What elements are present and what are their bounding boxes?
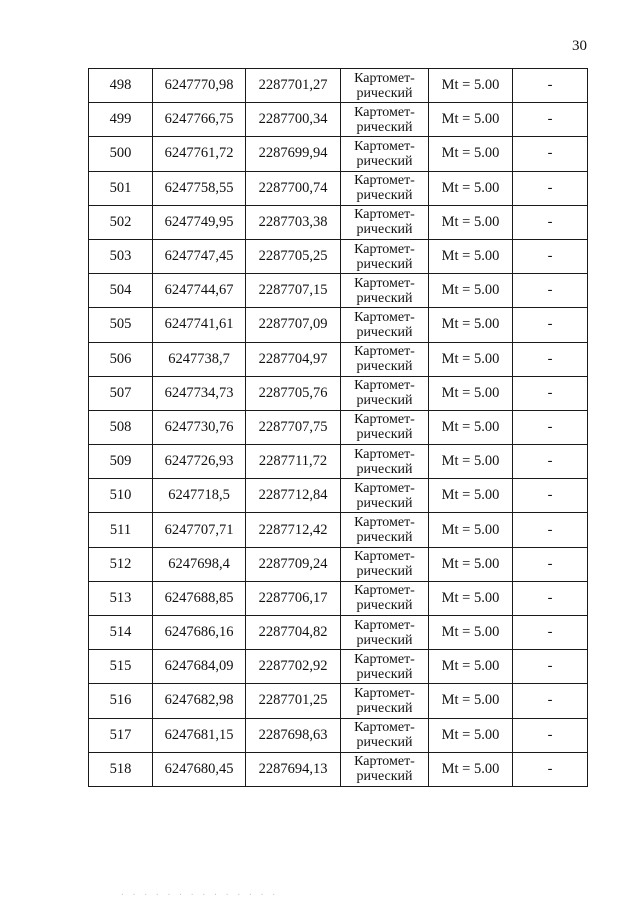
x-coordinate-cell: 6247707,71 [153,513,246,547]
y-coordinate-cell: 2287698,63 [246,718,341,752]
accuracy-cell: Mt = 5.00 [429,581,513,615]
method-line: Картомет- [354,617,415,633]
note-cell: - [513,684,588,718]
y-coordinate-cell: 2287707,09 [246,308,341,342]
accuracy-cell: Mt = 5.00 [429,239,513,273]
point-number-cell: 508 [89,410,153,444]
x-coordinate-cell: 6247761,72 [153,137,246,171]
method-line: Картомет- [354,480,415,496]
method-line: рический [356,359,413,375]
coordinates-table-body [89,69,588,787]
note-cell: - [513,479,588,513]
coordinates-table [88,68,588,787]
y-coordinate-cell: 2287694,13 [246,752,341,786]
note-cell: - [513,581,588,615]
x-coordinate-cell: 6247686,16 [153,616,246,650]
point-number-cell: 514 [89,616,153,650]
point-number-cell: 515 [89,650,153,684]
y-coordinate-cell: 2287712,84 [246,479,341,513]
method-cell [341,205,429,239]
note-cell: - [513,547,588,581]
method-line: рический [356,495,413,511]
x-coordinate-cell: 6247770,98 [153,69,246,103]
table-row [89,103,588,137]
accuracy-cell: Mt = 5.00 [429,410,513,444]
table-row [89,718,588,752]
accuracy-cell: Mt = 5.00 [429,376,513,410]
x-coordinate-cell: 6247684,09 [153,650,246,684]
table-row [89,376,588,410]
method-cell [341,650,429,684]
y-coordinate-cell: 2287711,72 [246,445,341,479]
accuracy-cell: Mt = 5.00 [429,684,513,718]
accuracy-cell: Mt = 5.00 [429,718,513,752]
method-line: рический [356,598,413,614]
x-coordinate-cell: 6247682,98 [153,684,246,718]
table-row [89,684,588,718]
page-number: 30 [572,38,587,54]
y-coordinate-cell: 2287707,15 [246,274,341,308]
point-number-cell: 513 [89,581,153,615]
method-cell [341,376,429,410]
accuracy-cell: Mt = 5.00 [429,547,513,581]
x-coordinate-cell: 6247680,45 [153,752,246,786]
method-cell [341,308,429,342]
accuracy-cell: Mt = 5.00 [429,308,513,342]
point-number-cell: 500 [89,137,153,171]
point-number-cell: 507 [89,376,153,410]
point-number-cell: 509 [89,445,153,479]
x-coordinate-cell: 6247744,67 [153,274,246,308]
point-number-cell: 498 [89,69,153,103]
method-line: рический [356,530,413,546]
note-cell: - [513,513,588,547]
point-number-cell: 510 [89,479,153,513]
point-number-cell: 502 [89,205,153,239]
method-line: рический [356,119,413,135]
accuracy-cell: Mt = 5.00 [429,69,513,103]
method-line: Картомет- [354,70,415,86]
y-coordinate-cell: 2287704,82 [246,616,341,650]
x-coordinate-cell: 6247681,15 [153,718,246,752]
method-cell [341,69,429,103]
table-row [89,752,588,786]
method-cell [341,445,429,479]
y-coordinate-cell: 2287709,24 [246,547,341,581]
note-cell: - [513,137,588,171]
accuracy-cell: Mt = 5.00 [429,650,513,684]
method-cell [341,616,429,650]
method-line: Картомет- [354,241,415,257]
method-line: рический [356,188,413,204]
y-coordinate-cell: 2287712,42 [246,513,341,547]
point-number-cell: 501 [89,171,153,205]
method-cell [341,342,429,376]
x-coordinate-cell: 6247766,75 [153,103,246,137]
method-cell [341,103,429,137]
method-line: рический [356,85,413,101]
note-cell: - [513,616,588,650]
table-row [89,205,588,239]
method-cell [341,479,429,513]
point-number-cell: 504 [89,274,153,308]
x-coordinate-cell: 6247698,4 [153,547,246,581]
y-coordinate-cell: 2287702,92 [246,650,341,684]
method-line: рический [356,666,413,682]
method-line: рический [356,256,413,272]
note-cell: - [513,103,588,137]
x-coordinate-cell: 6247726,93 [153,445,246,479]
method-line: Картомет- [354,207,415,223]
table-row [89,547,588,581]
method-cell [341,274,429,308]
table-row [89,513,588,547]
x-coordinate-cell: 6247747,45 [153,239,246,273]
x-coordinate-cell: 6247738,7 [153,342,246,376]
method-line: рический [356,153,413,169]
method-line: рический [356,290,413,306]
table-row [89,171,588,205]
method-line: рический [356,393,413,409]
y-coordinate-cell: 2287700,34 [246,103,341,137]
method-line: Картомет- [354,344,415,360]
method-line: Картомет- [354,173,415,189]
accuracy-cell: Mt = 5.00 [429,342,513,376]
method-line: рический [356,632,413,648]
method-line: Картомет- [354,412,415,428]
method-line: Картомет- [354,309,415,325]
method-line: Картомет- [354,685,415,701]
method-line: Картомет- [354,138,415,154]
method-cell [341,547,429,581]
note-cell: - [513,69,588,103]
table-row [89,308,588,342]
note-cell: - [513,410,588,444]
method-cell [341,513,429,547]
point-number-cell: 516 [89,684,153,718]
note-cell: - [513,308,588,342]
table-row [89,616,588,650]
method-line: рический [356,222,413,238]
y-coordinate-cell: 2287701,25 [246,684,341,718]
note-cell: - [513,239,588,273]
method-line: рический [356,564,413,580]
method-line: рический [356,427,413,443]
note-cell: - [513,171,588,205]
table-row [89,239,588,273]
point-number-cell: 517 [89,718,153,752]
method-line: рический [356,735,413,751]
method-line: Картомет- [354,754,415,770]
method-cell [341,137,429,171]
method-line: Картомет- [354,720,415,736]
scan-artifact: · · · · · · · · · · · · · · [120,890,278,899]
x-coordinate-cell: 6247688,85 [153,581,246,615]
table-row [89,650,588,684]
method-line: Картомет- [354,515,415,531]
accuracy-cell: Mt = 5.00 [429,513,513,547]
note-cell: - [513,342,588,376]
y-coordinate-cell: 2287706,17 [246,581,341,615]
x-coordinate-cell: 6247758,55 [153,171,246,205]
method-cell [341,684,429,718]
note-cell: - [513,752,588,786]
y-coordinate-cell: 2287705,76 [246,376,341,410]
x-coordinate-cell: 6247741,61 [153,308,246,342]
method-cell [341,752,429,786]
point-number-cell: 512 [89,547,153,581]
y-coordinate-cell: 2287704,97 [246,342,341,376]
method-line: Картомет- [354,378,415,394]
table-row [89,274,588,308]
method-line: Картомет- [354,651,415,667]
point-number-cell: 511 [89,513,153,547]
method-line: рический [356,769,413,785]
y-coordinate-cell: 2287705,25 [246,239,341,273]
method-line: рический [356,700,413,716]
table-row [89,342,588,376]
method-line: рический [356,461,413,477]
method-line: Картомет- [354,104,415,120]
note-cell: - [513,650,588,684]
method-cell [341,171,429,205]
accuracy-cell: Mt = 5.00 [429,171,513,205]
table-row [89,69,588,103]
x-coordinate-cell: 6247734,73 [153,376,246,410]
accuracy-cell: Mt = 5.00 [429,445,513,479]
note-cell: - [513,376,588,410]
table-row [89,410,588,444]
method-line: Картомет- [354,446,415,462]
y-coordinate-cell: 2287703,38 [246,205,341,239]
accuracy-cell: Mt = 5.00 [429,137,513,171]
accuracy-cell: Mt = 5.00 [429,205,513,239]
accuracy-cell: Mt = 5.00 [429,752,513,786]
table-row [89,137,588,171]
note-cell: - [513,445,588,479]
note-cell: - [513,205,588,239]
point-number-cell: 505 [89,308,153,342]
method-line: Картомет- [354,275,415,291]
point-number-cell: 503 [89,239,153,273]
method-line: Картомет- [354,549,415,565]
y-coordinate-cell: 2287700,74 [246,171,341,205]
point-number-cell: 506 [89,342,153,376]
accuracy-cell: Mt = 5.00 [429,616,513,650]
table-row [89,479,588,513]
method-cell [341,239,429,273]
y-coordinate-cell: 2287707,75 [246,410,341,444]
x-coordinate-cell: 6247730,76 [153,410,246,444]
x-coordinate-cell: 6247718,5 [153,479,246,513]
point-number-cell: 499 [89,103,153,137]
accuracy-cell: Mt = 5.00 [429,274,513,308]
table-row [89,581,588,615]
x-coordinate-cell: 6247749,95 [153,205,246,239]
accuracy-cell: Mt = 5.00 [429,479,513,513]
method-line: Картомет- [354,583,415,599]
accuracy-cell: Mt = 5.00 [429,103,513,137]
method-line: рический [356,324,413,340]
note-cell: - [513,274,588,308]
method-cell [341,410,429,444]
y-coordinate-cell: 2287699,94 [246,137,341,171]
point-number-cell: 518 [89,752,153,786]
y-coordinate-cell: 2287701,27 [246,69,341,103]
method-cell [341,718,429,752]
method-cell [341,581,429,615]
table-row [89,445,588,479]
note-cell: - [513,718,588,752]
